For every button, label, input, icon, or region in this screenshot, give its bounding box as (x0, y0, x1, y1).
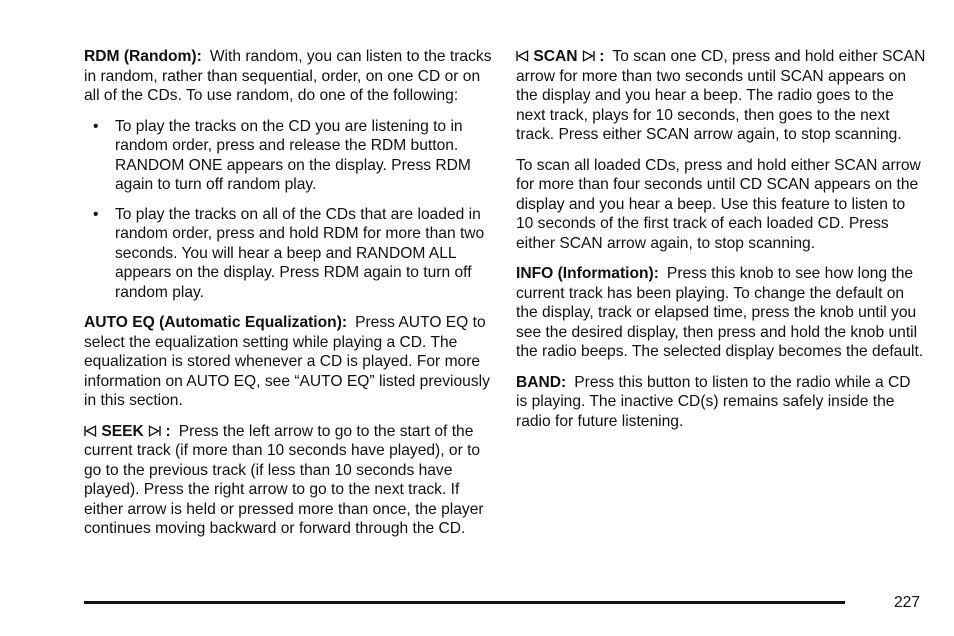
scan-term: SCAN (533, 48, 578, 65)
scan-back-arrow-icon (516, 50, 529, 62)
auto-eq-text: Press AUTO EQ to select the equalization setting while playing a CD. The equalization is stored whenever a CD is played. For more information on AUTO EQ, see “AUTO EQ” listed previously in this section. (84, 314, 490, 409)
scan-text: To scan one CD, press and hold either SCAN arrow for more than two seconds until SCAN appears on the display and you hear a beep. The radio goes to the next track, plays for 10 seconds, then goes to the next track. Press either SCAN arrow again, to stop scanning. (516, 48, 926, 143)
info-paragraph (516, 264, 926, 362)
rdm-text: With random, you can listen to the tracks in random, rather than sequential, order, on one CD or on all of the CDs. To use random, do one of the following: (84, 48, 492, 104)
band-paragraph (516, 373, 926, 432)
rdm-term: RDM (Random): (84, 48, 202, 65)
scan-forward-arrow-icon (582, 50, 595, 62)
auto-eq-term: AUTO EQ (Automatic Equalization): (84, 314, 348, 331)
info-text: Press this knob to see how long the current track has been playing. To change the default on the display, track or elapsed time, press the knob until you see the desired display, then press and hold the knob until the radio beeps. The selected display becomes the default. (516, 265, 924, 360)
rdm-paragraph (84, 47, 494, 106)
rdm-bullet-list (84, 117, 494, 303)
right-column (516, 47, 926, 442)
seek-term: SEEK (101, 422, 144, 440)
seek-text: Press the left arrow to go to the start of the current track (if more than 10 seconds have played), or to go to the previous track (if less than 10 seconds have played). Press the right arrow to go to the next track. If either arrow is held or pressed more than once, the player continues moving backward or forward through the CD. (84, 422, 484, 537)
seek-back-arrow-icon (84, 425, 97, 437)
info-term: INFO (Information): (516, 265, 659, 282)
seek-paragraph: SEEK : Press the left arrow to go to the start of the current track (if more than 10 seconds have played), or to go to the previous track (if less than 10 seconds have played). Press the right arrow to go to the next track. If either arrow is held or pressed more than once, the player continues moving backward or forward through the CD. (84, 422, 484, 537)
bullet-icon: • (93, 205, 99, 223)
auto-eq-paragraph (84, 313, 494, 411)
page-number: 227 (893, 594, 920, 611)
left-column (84, 47, 494, 550)
footer-rule (84, 601, 845, 604)
bullet-icon: • (93, 117, 99, 135)
list-item: • To play the tracks on all of the CDs that are loaded in random order, press and hold RDM for more than two seconds. You will hear a beep and RANDOM ALL appears on the display. Press RDM again to turn off random play. (93, 205, 485, 301)
band-term: BAND: (516, 373, 567, 391)
band-text: Press this button to listen to the radio while a CD is playing. The inactive CD(s) remains safely inside the radio for future listening. (516, 373, 911, 430)
list-item: • To play the tracks on the CD you are listening to in random order, press and release the RDM button. RANDOM ONE appears on the display. Press RDM again to turn off random play. (93, 117, 471, 193)
seek-forward-arrow-icon (148, 425, 161, 437)
scan-all-paragraph: To scan all loaded CDs, press and hold either SCAN arrow for more than four seconds until CD SCAN appears on the display and you hear a beep. Use this feature to listen to 10 seconds of the first track of each loaded CD. Press either SCAN arrow again, to stop scanning. (516, 156, 921, 252)
scan-paragraph: SCAN : To scan one CD, press and hold either SCAN arrow for more than two seconds until SCAN appears on the display and you hear a beep. The radio goes to the next track, plays for 10 seconds, then goes to the next track. Press either SCAN arrow again, to stop scanning. (516, 48, 926, 143)
